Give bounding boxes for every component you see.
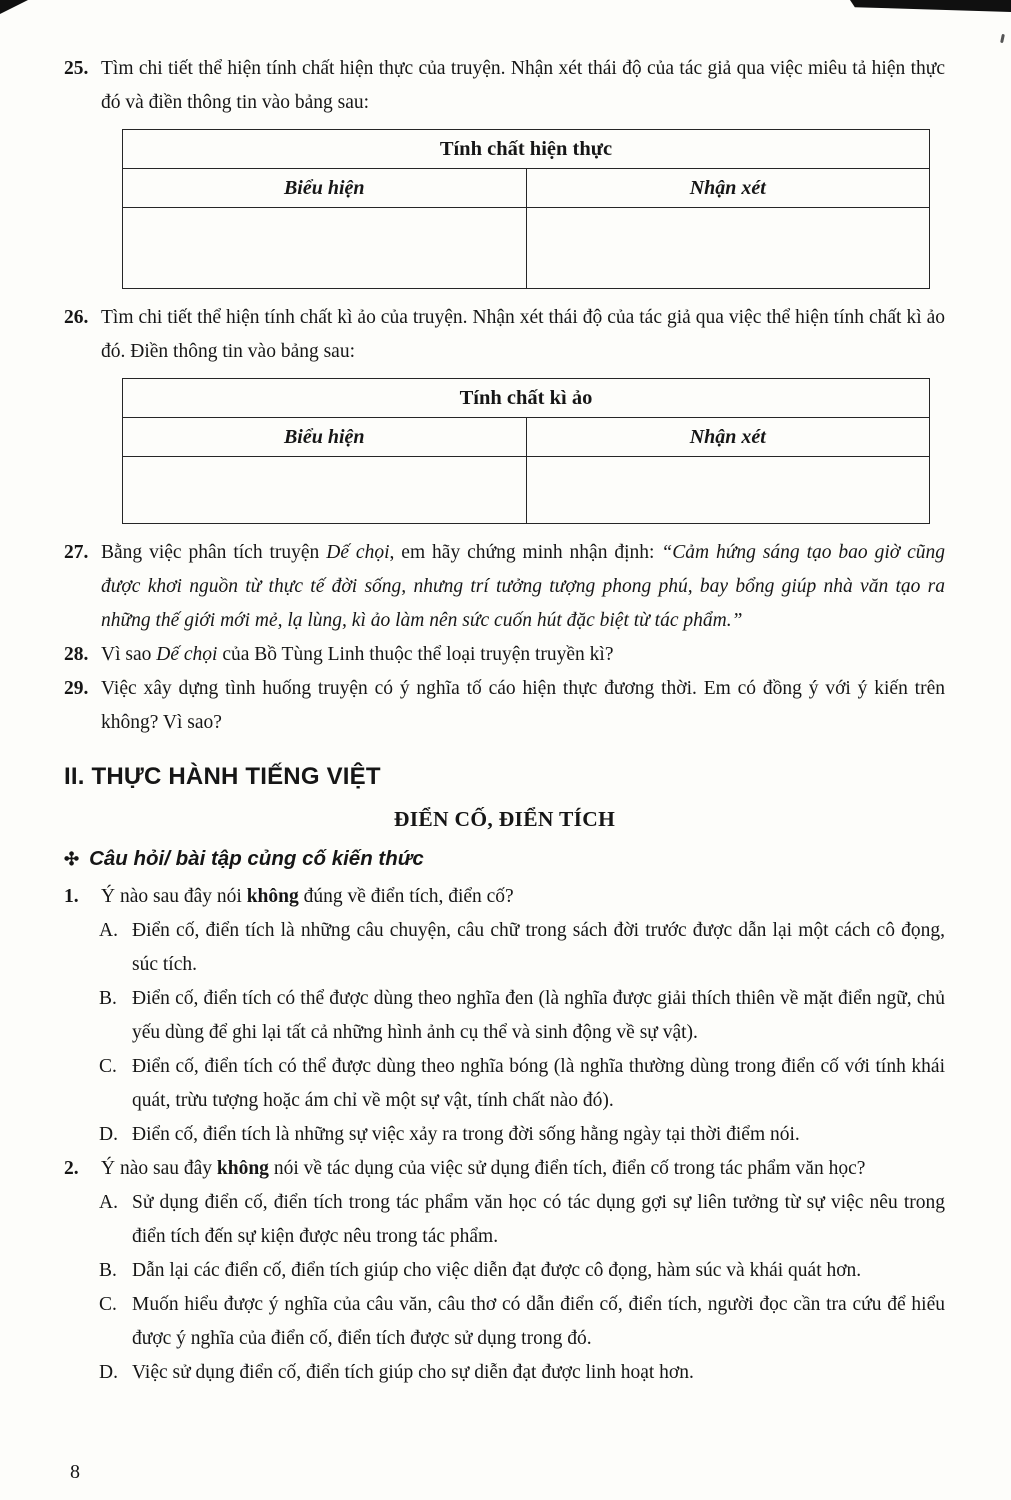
question-27-text [101,536,945,638]
table-realism-empty-cell-right [526,208,930,289]
emphasis-khong: không [246,886,299,907]
option-c-label: C. [99,1056,117,1077]
question-2-text-tail: nói về tác dụng của việc sử dụng điển tích, điển cố trong tác phẩm văn học? [268,1158,866,1179]
question-26-number: 26. [64,307,89,328]
question-25-text: Tìm chi tiết thể hiện tính chất hiện thực của truyện. Nhận xét thái độ của tác giả qua việc miêu tả hiện thực đó và điền thông tin vào bảng sau: [101,58,945,113]
question-1-option-a [99,914,945,982]
question-1-option-b [99,982,945,1050]
table-realism-empty-cell-left [123,208,527,289]
question-28 [64,638,945,672]
section-heading-vietnamese-practice: II. THỰC HÀNH TIẾNG VIỆT [64,763,381,790]
question-2-option-b [99,1254,945,1288]
question-1-text-tail: đúng về điển tích, điển cố? [298,886,514,907]
page-number: 8 [70,1461,80,1483]
option-d-text: Điển cố, điển tích là những sự việc xảy ra trong đời sống hằng ngày tại thời điểm nói. [132,1124,800,1145]
option-d-label: D. [99,1362,118,1383]
question-1-number: 1. [64,886,79,907]
book-title: Dế chọi [156,644,218,665]
question-2-text [101,1152,945,1186]
question-27-number: 27. [64,542,89,563]
question-27 [64,536,945,638]
book-title: Dế chọi [326,542,390,563]
option-a-label: A. [99,1192,118,1213]
question-28-number: 28. [64,644,89,665]
question-26-text: Tìm chi tiết thể hiện tính chất kì ảo của truyện. Nhận xét thái độ của tác giả qua việc thể hiện tính chất kì ảo đó. Điền thông tin vào bảng sau: [101,307,945,362]
option-b-label: B. [99,988,117,1009]
question-28-text-lead: Vì sao [101,644,157,665]
question-25 [64,52,945,120]
emphasis-khong: không [216,1158,269,1179]
table-fantasy-title-row [123,379,930,418]
option-c-label: C. [99,1294,117,1315]
table-realism-title-row [123,130,930,169]
option-d-label: D. [99,1124,118,1145]
question-25-number: 25. [64,58,89,79]
question-2-number: 2. [64,1158,79,1179]
question-1-option-c [99,1050,945,1118]
table-realism-col-comment: Nhận xét [526,169,930,208]
option-a-text: Sử dụng điển cố, điển tích trong tác phẩm văn học có tác dụng gợi sự liên tưởng từ sự việc nêu trong điển tích đến sự kiện được nêu trong tác phẩm. [132,1192,945,1247]
option-a-label: A. [99,920,118,941]
question-28-text-tail: của Bồ Tùng Linh thuộc thể loại truyện truyền kì? [217,644,614,665]
table-fantasy-empty-cell-left [123,457,527,524]
table-realism-title: Tính chất hiện thực [123,130,930,169]
question-27-text-lead: Bằng việc phân tích truyện [101,542,327,563]
question-2-option-d [99,1356,945,1390]
table-realism [122,129,930,289]
table-realism-empty-row [123,208,930,289]
question-2 [64,1152,945,1186]
option-b-text: Dẫn lại các điển cố, điển tích giúp cho việc diễn đạt được cô đọng, hàm súc và khái quát hơn. [132,1260,862,1281]
table-realism-col-expression: Biểu hiện [123,169,527,208]
question-1-text-lead: Ý nào sau đây nói [101,886,247,907]
question-28-text [101,638,945,672]
topic-heading-dien-co-dien-tich: ĐIỂN CỐ, ĐIỂN TÍCH [393,807,616,831]
table-fantasy-header-row [123,418,930,457]
question-26 [64,301,945,369]
question-2-text-lead: Ý nào sau đây [101,1158,217,1179]
option-b-label: B. [99,1260,117,1281]
question-1-text [101,880,945,914]
question-2-option-a [99,1186,945,1254]
table-fantasy-col-comment: Nhận xét [526,418,930,457]
question-29 [64,672,945,740]
question-1-option-d [99,1118,945,1152]
table-fantasy-empty-row [123,457,930,524]
table-fantasy-empty-cell-right [526,457,930,524]
table-fantasy-title: Tính chất kì ảo [123,379,930,418]
table-realism-header-row [123,169,930,208]
subsection-title [64,842,945,876]
question-27-text-mid: , em hãy chứng minh nhận định: [389,542,662,563]
table-fantasy-col-expression: Biểu hiện [123,418,527,457]
option-d-text: Việc sử dụng điển cố, điển tích giúp cho sự diễn đạt được linh hoạt hơn. [132,1362,694,1383]
question-2-option-c [99,1288,945,1356]
option-b-text: Điển cố, điển tích có thể được dùng theo nghĩa đen (là nghĩa được giải thích thiên về mặt điển ngữ, chủ yếu dùng để ghi lại tất cả những hình ảnh cụ thể và sinh động về sự vật). [132,988,945,1043]
flower-bullet-icon: ✣ [64,849,80,869]
option-c-text: Muốn hiểu được ý nghĩa của câu văn, câu thơ có dẫn điển cố, điển tích, người đọc cần tra cứu để hiểu được ý nghĩa của điển cố, điển tích được sử dụng trong đó. [132,1294,945,1349]
table-fantasy [122,378,930,524]
question-29-text: Việc xây dựng tình huống truyện có ý nghĩa tố cáo hiện thực đương thời. Em có đồng ý với ý kiến trên không? Vì sao? [101,678,945,733]
option-c-text: Điển cố, điển tích có thể được dùng theo nghĩa bóng (là nghĩa thường dùng trong điển cố với tính khái quát, trừu tượng hoặc ám chỉ về một sự vật, tính chất nào đó). [132,1056,945,1111]
question-1 [64,880,945,914]
subsection-title-text: Câu hỏi/ bài tập củng cố kiến thức [89,847,424,870]
option-a-text: Điển cố, điển tích là những câu chuyện, câu chữ trong sách đời trước được dẫn lại một cách cô đọng, súc tích. [132,920,945,975]
question-29-number: 29. [64,678,89,699]
quoted-statement: “Cảm hứng sáng tạo bao giờ cũng được khơi nguồn từ thực tế đời sống, nhưng trí tưởng tượng phong phú, bay bổng giúp nhà văn tạo ra những thế giới mới mẻ, lạ lùng, kì ảo làm nên sức cuốn hút đặc biệt từ tác phẩm.” [101,542,946,631]
